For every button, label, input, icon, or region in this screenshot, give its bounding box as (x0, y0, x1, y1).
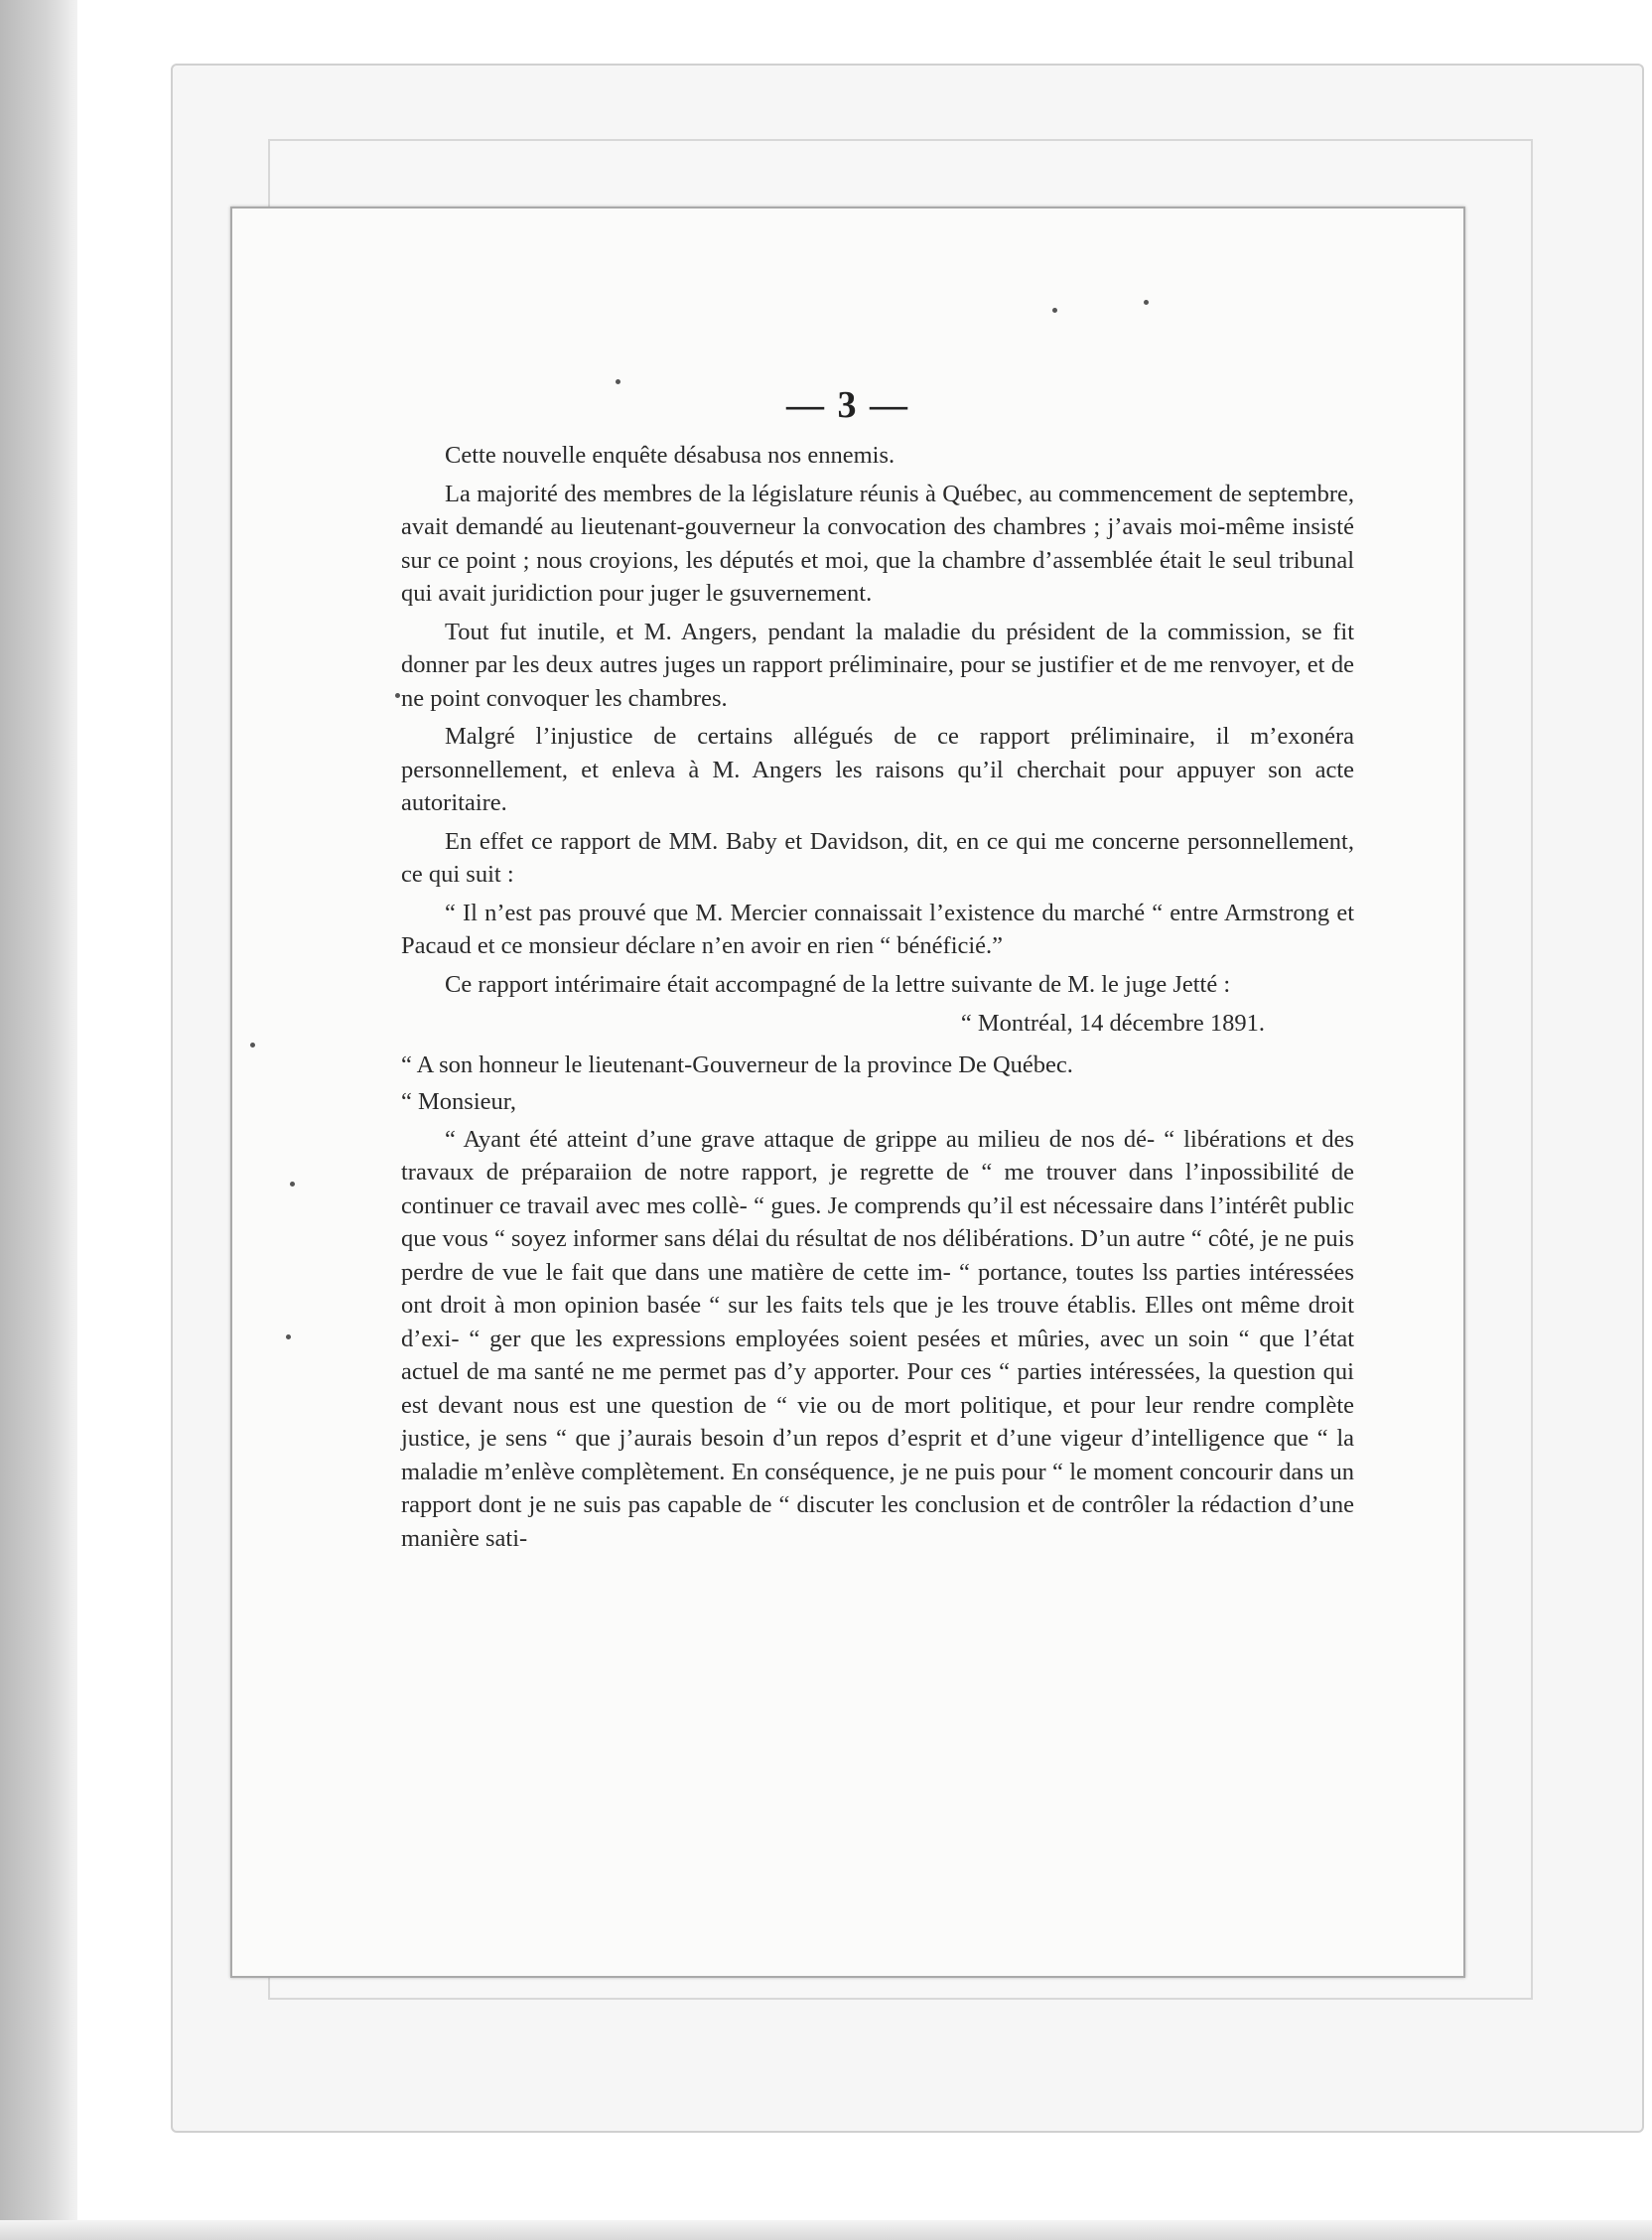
letter-body: “ Ayant été atteint d’une grave attaque de grippe au milieu de nos dé- “ libérations et des travaux de préparaiion de notre rapport, je regrette de “ me trouver dans l’inpossibilité de continuer ce travail avec mes collè- “ gues. Je comprends qu’il est nécessaire dans l’intérêt public que vous “ soyez informer sans délai du résultat de nos délibérations. D’un autre “ côté, je ne puis perdre de vue le fait que dans une matière de cette im- “ portance, toutes lss parties intéressées ont droit à mon opinion basée “ sur les faits tels que je les trouve établis. Elles ont même droit d’exi- “ ger que les expressions employées soient pesées et mûries, avec un soin “ que l’état actuel de ma santé ne me permet pas d’y apporter. Pour ces “ parties intéressées, la question qui est devant nous est une question de “ vie ou de mort politique, et pour leur rendre complète justice, je sens “ que j’aurais besoin d’un repos d’esprit et d’une vigeur d’intelligence que “ la maladie m’enlève complètement. En conséquence, je ne puis pour “ le moment concourir dans un rapport dont je ne suis pas capable de “ discuter les conclusion et de contrôler la rédaction d’une manière sati- (401, 1125, 1354, 1552)
scan-speck (1144, 300, 1149, 305)
letter-salutation: “ Monsieur, (401, 1088, 517, 1115)
scanner-edge-left (0, 0, 77, 2240)
scan-speck (616, 379, 620, 384)
scan-speck (1052, 308, 1057, 313)
document-page (230, 207, 1465, 1978)
letter-dateline: “ Montréal, 14 décembre 1891. (960, 1010, 1265, 1037)
scan-speck (286, 1334, 291, 1339)
paragraph-4: Malgré l’injustice de certains allégués de ce rapport préliminaire, il m’exonéra personnellement, et enleva à M. Angers les raisons qu’il cherchait pour appuyer son acte autoritaire. (401, 723, 1354, 816)
body-text (401, 439, 1354, 1560)
paragraph-3: Tout fut inutile, et M. Angers, pendant la maladie du président de la commission, se fit donner par les deux autres juges un rapport préliminaire, pour se justifier et de me renvoyer, et de ne point convoquer les chambres. (401, 618, 1354, 712)
letter-address: “ A son honneur le lieutenant-Gouverneur de la province De Québec. (401, 1050, 1073, 1078)
page-number: — 3 — (786, 384, 909, 426)
paragraph-5: En effet ce rapport de MM. Baby et Davidson, dit, en ce qui me concerne personnellement, ce qui suit : (401, 827, 1354, 888)
scan-speck (290, 1182, 295, 1187)
paragraph-7: Ce rapport intérimaire était accompagné de la lettre suivante de M. le juge Jetté : (445, 970, 1231, 998)
report-quotation: “ Il n’est pas prouvé que M. Mercier connaissait l’existence du marché “ entre Armstrong et Pacaud et ce monsieur déclare n’en avoir en rien “ bénéficié.” (401, 899, 1354, 959)
paragraph-2: La majorité des membres de la législature réunis à Québec, au commencement de septembre, avait demandé au lieutenant-gouverneur la convocation des chambres ; j’avais moi-même insisté sur ce point ; nous croyions, les députés et moi, que la chambre d’assemblée était le seul tribunal qui avait juridiction pour juger le gsuvernement. (401, 480, 1354, 607)
scan-speck (250, 1043, 255, 1048)
scanner-edge-bottom (0, 2220, 1652, 2240)
paragraph-1: Cette nouvelle enquête désabusa nos ennemis. (445, 442, 895, 469)
scan-speck (395, 693, 400, 698)
